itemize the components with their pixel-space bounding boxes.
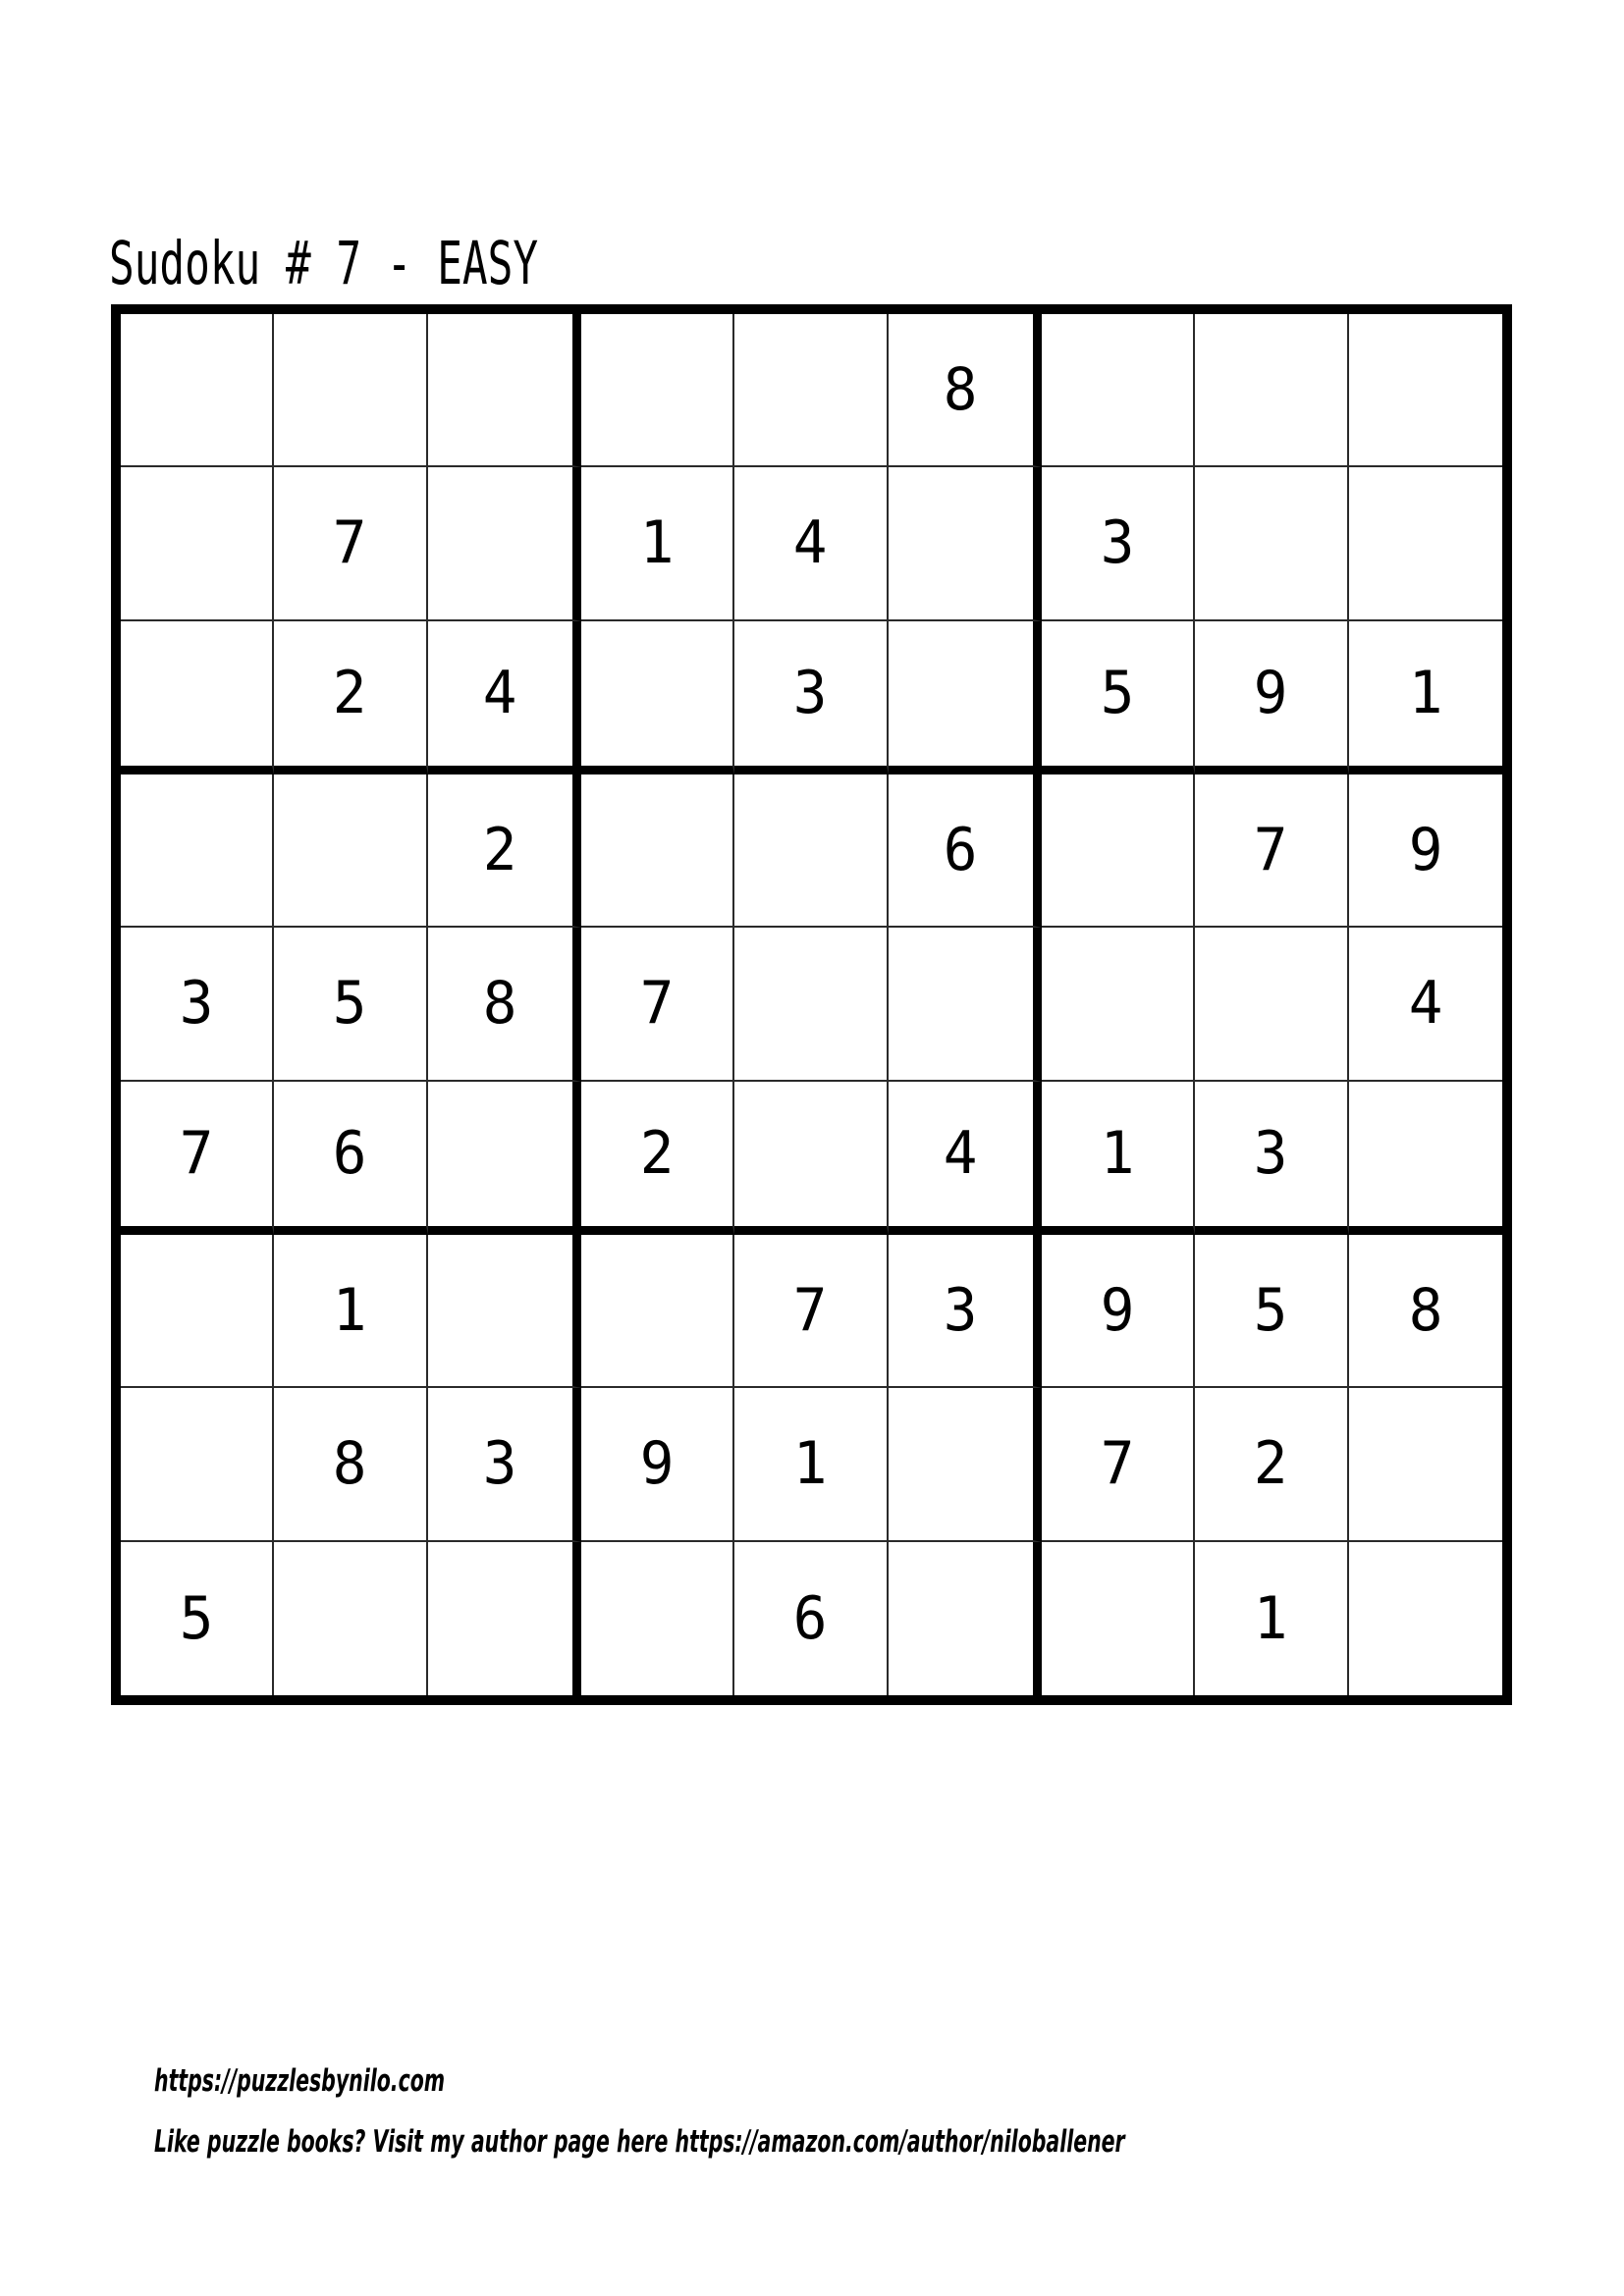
cell-value: 2 xyxy=(482,816,517,885)
sudoku-cell-r3c4 xyxy=(581,621,734,774)
cell-value: 1 xyxy=(1100,1119,1135,1189)
sudoku-cell-r5c6 xyxy=(889,928,1042,1081)
cell-value: 8 xyxy=(943,355,978,425)
cell-value: 1 xyxy=(1254,1583,1288,1653)
cell-value: 4 xyxy=(1408,969,1443,1039)
cell-value: 3 xyxy=(793,659,828,728)
sudoku-cell-r2c5 xyxy=(734,467,888,620)
cell-value: 8 xyxy=(1408,1276,1443,1346)
sudoku-cell-r7c2 xyxy=(274,1235,427,1388)
cell-value: 1 xyxy=(639,508,675,578)
sudoku-cell-r9c9 xyxy=(1349,1542,1502,1695)
sudoku-cell-r8c4 xyxy=(581,1388,734,1541)
sudoku-cell-r3c1 xyxy=(121,621,274,774)
sudoku-cell-r7c6 xyxy=(889,1235,1042,1388)
sudoku-cell-r7c8 xyxy=(1195,1235,1348,1388)
sudoku-cell-r2c1 xyxy=(121,467,274,620)
sudoku-cell-r6c8 xyxy=(1195,1082,1348,1235)
sudoku-cell-r7c3 xyxy=(428,1235,581,1388)
sudoku-cell-r8c8 xyxy=(1195,1388,1348,1541)
sudoku-cell-r7c7 xyxy=(1042,1235,1195,1388)
cell-value: 4 xyxy=(482,659,517,728)
sudoku-cell-r9c8 xyxy=(1195,1542,1348,1695)
cell-value: 6 xyxy=(793,1583,828,1653)
sudoku-cell-r4c7 xyxy=(1042,774,1195,928)
cell-value: 6 xyxy=(333,1119,367,1189)
cell-value: 3 xyxy=(943,1276,978,1346)
sudoku-cell-r7c9 xyxy=(1349,1235,1502,1388)
sudoku-cell-r3c3 xyxy=(428,621,581,774)
cell-value: 2 xyxy=(1254,1429,1288,1499)
sudoku-cell-r2c3 xyxy=(428,467,581,620)
sudoku-cell-r4c3 xyxy=(428,774,581,928)
sudoku-cell-r3c2 xyxy=(274,621,427,774)
cell-value: 3 xyxy=(1254,1119,1288,1189)
cell-value: 9 xyxy=(639,1429,675,1499)
sudoku-cell-r8c1 xyxy=(121,1388,274,1541)
cell-value: 5 xyxy=(333,969,367,1039)
sudoku-cell-r1c9 xyxy=(1349,314,1502,467)
cell-value: 7 xyxy=(793,1276,828,1346)
sudoku-cell-r1c7 xyxy=(1042,314,1195,467)
sudoku-cell-r3c8 xyxy=(1195,621,1348,774)
cell-value: 5 xyxy=(179,1583,214,1653)
sudoku-cell-r6c1 xyxy=(121,1082,274,1235)
page-title: Sudoku # 7 - EASY xyxy=(109,229,539,298)
cell-value: 4 xyxy=(793,508,828,578)
cell-value: 3 xyxy=(482,1429,517,1499)
sudoku-cell-r5c1 xyxy=(121,928,274,1081)
sudoku-cell-r5c8 xyxy=(1195,928,1348,1081)
cell-value: 7 xyxy=(639,969,675,1039)
sudoku-cell-r6c9 xyxy=(1349,1082,1502,1235)
cell-value: 7 xyxy=(179,1119,214,1189)
sudoku-cell-r9c4 xyxy=(581,1542,734,1695)
sudoku-cell-r6c7 xyxy=(1042,1082,1195,1235)
cell-value: 8 xyxy=(482,969,517,1039)
sudoku-cell-r6c3 xyxy=(428,1082,581,1235)
cell-value: 3 xyxy=(1100,508,1135,578)
sudoku-cell-r5c2 xyxy=(274,928,427,1081)
sudoku-cell-r1c3 xyxy=(428,314,581,467)
sudoku-cell-r4c5 xyxy=(734,774,888,928)
sudoku-cell-r1c6 xyxy=(889,314,1042,467)
sudoku-cell-r9c1 xyxy=(121,1542,274,1695)
sudoku-cell-r7c5 xyxy=(734,1235,888,1388)
cell-value: 5 xyxy=(1100,659,1135,728)
sudoku-cell-r5c3 xyxy=(428,928,581,1081)
sudoku-cell-r4c4 xyxy=(581,774,734,928)
cell-value: 9 xyxy=(1254,659,1288,728)
sudoku-cell-r5c9 xyxy=(1349,928,1502,1081)
sudoku-cell-r6c4 xyxy=(581,1082,734,1235)
sudoku-cell-r4c2 xyxy=(274,774,427,928)
sudoku-cell-r7c4 xyxy=(581,1235,734,1388)
sudoku-cell-r2c7 xyxy=(1042,467,1195,620)
sudoku-cell-r1c8 xyxy=(1195,314,1348,467)
cell-value: 9 xyxy=(1408,816,1443,885)
sudoku-cell-r8c9 xyxy=(1349,1388,1502,1541)
footer-author-page-note: Like puzzle books? Visit my author page here https://amazon.com/author/niloballener xyxy=(154,2124,1125,2160)
sudoku-cell-r2c4 xyxy=(581,467,734,620)
sudoku-cell-r9c2 xyxy=(274,1542,427,1695)
sudoku-cell-r2c8 xyxy=(1195,467,1348,620)
sudoku-cell-r1c1 xyxy=(121,314,274,467)
sudoku-cell-r6c6 xyxy=(889,1082,1042,1235)
sudoku-grid xyxy=(111,304,1512,1705)
sudoku-cell-r8c2 xyxy=(274,1388,427,1541)
sudoku-cell-r3c9 xyxy=(1349,621,1502,774)
cell-value: 7 xyxy=(1254,816,1288,885)
sudoku-cell-r4c8 xyxy=(1195,774,1348,928)
cell-value: 4 xyxy=(943,1119,978,1189)
sudoku-cell-r3c5 xyxy=(734,621,888,774)
sudoku-cell-r9c6 xyxy=(889,1542,1042,1695)
cell-value: 1 xyxy=(333,1276,367,1346)
sudoku-cell-r9c7 xyxy=(1042,1542,1195,1695)
sudoku-cell-r2c6 xyxy=(889,467,1042,620)
sudoku-cell-r4c9 xyxy=(1349,774,1502,928)
sudoku-cell-r7c1 xyxy=(121,1235,274,1388)
sudoku-cell-r1c2 xyxy=(274,314,427,467)
sudoku-cell-r9c3 xyxy=(428,1542,581,1695)
cell-value: 8 xyxy=(333,1429,367,1499)
cell-value: 1 xyxy=(793,1429,828,1499)
sudoku-cell-r5c5 xyxy=(734,928,888,1081)
sudoku-cell-r6c5 xyxy=(734,1082,888,1235)
sudoku-cell-r3c6 xyxy=(889,621,1042,774)
sudoku-cell-r8c7 xyxy=(1042,1388,1195,1541)
sudoku-cell-r8c5 xyxy=(734,1388,888,1541)
sudoku-cell-r3c7 xyxy=(1042,621,1195,774)
sudoku-cell-r4c1 xyxy=(121,774,274,928)
cell-value: 6 xyxy=(943,816,978,885)
footer-website-url: https://puzzlesbynilo.com xyxy=(154,2063,446,2099)
sudoku-cell-r5c4 xyxy=(581,928,734,1081)
cell-value: 5 xyxy=(1254,1276,1288,1346)
cell-value: 2 xyxy=(333,659,367,728)
cell-value: 3 xyxy=(179,969,214,1039)
sudoku-cell-r2c9 xyxy=(1349,467,1502,620)
sudoku-cell-r1c4 xyxy=(581,314,734,467)
cell-value: 7 xyxy=(1100,1429,1135,1499)
sudoku-cell-r6c2 xyxy=(274,1082,427,1235)
cell-value: 2 xyxy=(639,1119,675,1189)
cell-value: 9 xyxy=(1100,1276,1135,1346)
sudoku-cell-r9c5 xyxy=(734,1542,888,1695)
sudoku-cell-r5c7 xyxy=(1042,928,1195,1081)
sudoku-cell-r8c3 xyxy=(428,1388,581,1541)
cell-value: 1 xyxy=(1408,659,1443,728)
sudoku-cell-r1c5 xyxy=(734,314,888,467)
sudoku-cell-r2c2 xyxy=(274,467,427,620)
sudoku-cell-r8c6 xyxy=(889,1388,1042,1541)
sudoku-cell-r4c6 xyxy=(889,774,1042,928)
cell-value: 7 xyxy=(333,508,367,578)
